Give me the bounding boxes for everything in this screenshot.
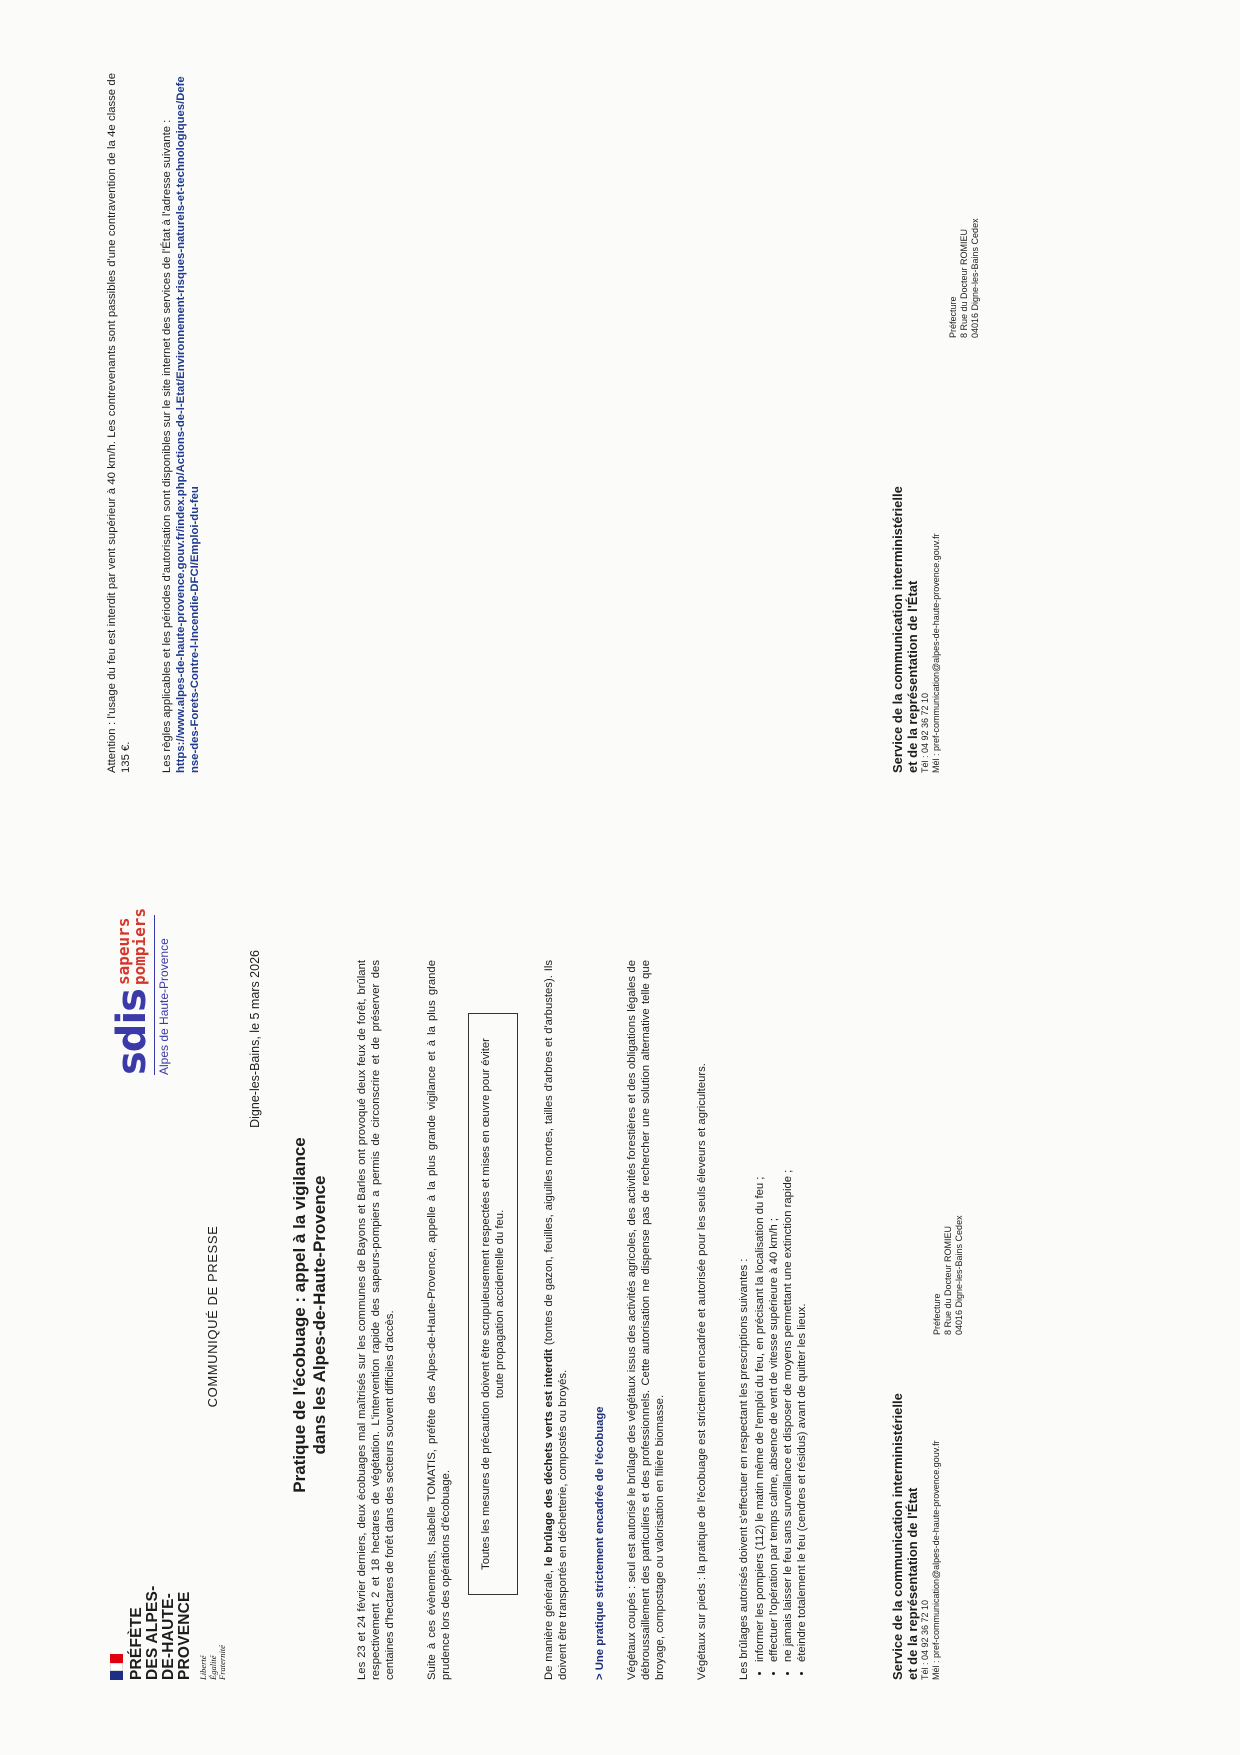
- left-panel: [0, 878, 1240, 1755]
- postal-address-right: [948, 218, 981, 338]
- contact-email: Mél : pref-communication@alpes-de-haute-provence.gouv.fr: [931, 533, 941, 773]
- rules-paragraph: [160, 73, 202, 773]
- contact-phone: Tél : 04 92 36 72 10: [920, 692, 930, 773]
- p3-start: De manière générale,: [543, 1566, 555, 1680]
- p3-end: (tontes de gazon, feuilles, aiguilles mortes, tailles d'arbres et d'arbustes). Ils doivent être transportés en déchetterie, compostés ou broyés.: [543, 959, 569, 1680]
- sdis-word-pompiers: pompiers: [130, 907, 149, 986]
- press-release-kicker: COMMUNIQUÉ DE PRESSE: [205, 1225, 220, 1408]
- paragraph-vigilance: [425, 960, 453, 1680]
- title-line-2: dans les Alpes-de-Haute-Provence: [310, 1175, 329, 1455]
- paragraph-4-text: Végétaux coupés : seul est autorisé le brûlage des végétaux issus des activités agricoles, des activités forestières et des obligations légales de débroussaillement des particuliers et des professionnels. Cette autorisation ne dispense pas de rechercher une solution alternative telle que broyage, compostage ou valorisation en filière biomasse.: [626, 960, 666, 1680]
- flag-red: [110, 1654, 123, 1663]
- sdis-subtitle: Alpes de Haute-Provence: [154, 915, 171, 1075]
- attention-text: Attention : l'usage du feu est interdit par vent supérieur à 40 km/h. Les contrevenants sont passibles d'une contravention de la 4e classe de 135 €.: [106, 73, 132, 773]
- address-line-1: Préfecture: [932, 1293, 942, 1335]
- prefecture-name-1: PRÉFÈTE: [128, 1607, 145, 1680]
- rules-link[interactable]: https://www.alpes-de-haute-provence.gouv.fr/index.php/Actions-de-l-Etat/Environnement-risques-naturels-et-technologiques/Defense-des-Forets-Contre-l-Incendie-DFCI/Emploi-du-feu: [175, 76, 201, 773]
- list-item: • informer les pompiers (112) le matin même de l'emploi du feu, en précisant la localisation du feu ;: [753, 960, 767, 1662]
- prescriptions-intro: Les brûlages autorisés doivent s'effectuer en respectant les prescriptions suivantes :: [738, 1258, 750, 1680]
- sdis-mark: sdis: [109, 989, 155, 1075]
- paragraph-standing-vegetation: [695, 960, 709, 1680]
- address-line-1: Préfecture: [948, 296, 958, 338]
- address-line-3: 04016 Digne-les-Bains Cedex: [954, 1215, 964, 1335]
- motto-fraternite: Fraternité: [217, 1645, 227, 1680]
- dateline: Digne-les-Bains, le 5 mars 2026: [248, 950, 262, 1128]
- prefecture-name-4: PROVENCE: [176, 1591, 193, 1680]
- sdis-logo: [109, 907, 171, 1075]
- sdis-words: [116, 908, 148, 985]
- contact-title-1: Service de la communication interministérielle: [890, 486, 905, 773]
- paragraph-2-text: Suite à ces évènements, Isabelle TOMATIS, préfète des Alpes-de-Haute-Provence, appelle à la plus grande vigilance et à la plus grande prudence lors des opérations d'écobuage.: [426, 960, 452, 1680]
- sdis-row: [109, 907, 155, 1075]
- section-heading: > Une pratique strictement encadrée de l'écobuage: [594, 1406, 606, 1680]
- paragraph-green-waste: [542, 960, 570, 1680]
- contact-phone: Tél : 04 92 36 72 10: [920, 1599, 930, 1680]
- motto-egalite: Égalité: [207, 1655, 218, 1680]
- contact-title-2: et de la représentation de l'État: [905, 1487, 920, 1680]
- page-title: [290, 985, 330, 1645]
- paragraph-incidents: [355, 960, 397, 1680]
- address-line-2: 8 Rue du Docteur ROMIEU: [943, 1225, 953, 1335]
- flag-blue: [110, 1671, 123, 1680]
- paragraph-prescriptions: [737, 960, 809, 1680]
- title-line-1: Pratique de l'écobuage : appel à la vigilance: [290, 1137, 309, 1493]
- paragraph-1-text: Les 23 et 24 février derniers, deux écobuages mal maîtrisés sur les communes de Bayons et Barles ont provoqué deux feux de forêt, brûlant respectivement 2 et 18 hectares de végétation. L'intervention rapide des sapeurs-pompiers a permis de circonscrire et de préserver des centaines d'hectares de forêt dans des secteurs souvent difficiles d'accès.: [356, 960, 396, 1680]
- paragraph-cut-vegetation: [625, 960, 667, 1680]
- address-line-3: 04016 Digne-les-Bains Cedex: [970, 218, 980, 338]
- contact-title-2: et de la représentation de l'État: [905, 580, 920, 773]
- flag-white: [110, 1663, 123, 1672]
- postal-address: [932, 1215, 965, 1335]
- rules-intro: Les règles applicables et les périodes d'autorisation sont disponibles sur le site internet des services de l'État à l'adresse suivante :: [161, 119, 173, 773]
- marianne-flag-icon: [110, 1654, 123, 1680]
- contact-block-right: [890, 353, 942, 773]
- p3-bold: le brûlage des déchets verts est interdit: [543, 1348, 555, 1567]
- list-item: • ne jamais laisser le feu sans surveillance et disposer de moyens permettant une extinction rapide ;: [781, 960, 795, 1662]
- prefecture-name-2: DES ALPES-: [144, 1585, 161, 1680]
- prefecture-name-3: DE-HAUTE-: [160, 1592, 177, 1680]
- motto-liberte: Liberté: [198, 1655, 208, 1680]
- precaution-notice-box: Toutes les mesures de précaution doivent être scrupuleusement respectées et mises en œuvre pour éviter toute propagation accidentelle du feu.: [468, 1013, 518, 1595]
- sdis-word-sapeurs: sapeurs: [114, 917, 133, 986]
- list-item: • éteindre totalement le feu (cendres et résidus) avant de quitter les lieux.: [795, 960, 809, 1662]
- prescriptions-list: [753, 960, 809, 1680]
- attention-paragraph: [105, 73, 133, 773]
- contact-title-1: Service de la communication interministérielle: [890, 1393, 905, 1680]
- list-item: • effectuer l'opération par temps calme, absence de vent de vitesse supérieure à 40 km/h ;: [767, 960, 781, 1662]
- address-line-2: 8 Rue du Docteur ROMIEU: [959, 228, 969, 338]
- paragraph-3: [542, 960, 570, 1680]
- contact-email: Mél : pref-communication@alpes-de-haute-provence.gouv.fr: [931, 1440, 941, 1680]
- paragraph-5-text: Végétaux sur pieds : la pratique de l'écobuage est strictement encadrée et autorisée pour les seuls éleveurs et agriculteurs.: [696, 1063, 708, 1680]
